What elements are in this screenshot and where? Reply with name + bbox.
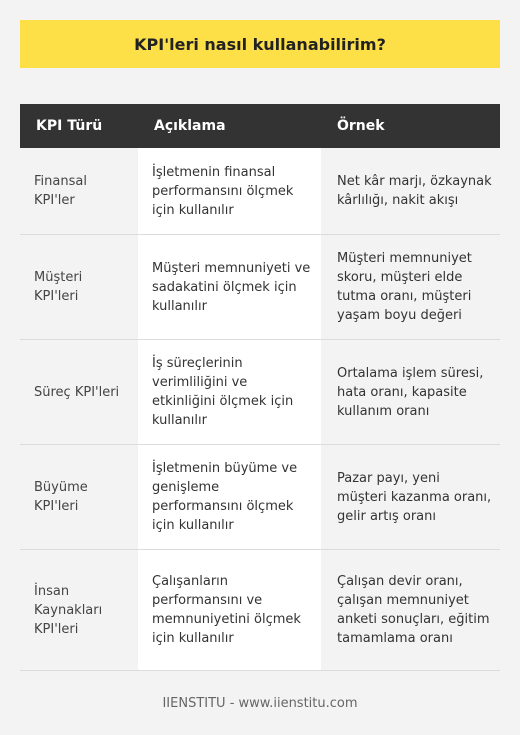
kpi-type-cell: Finansal KPI'ler bbox=[20, 148, 138, 235]
column-header-example: Örnek bbox=[321, 104, 500, 148]
example-cell: Çalışan devir oranı, çalışan memnuniyet anketi sonuçları, eğitim tamamlama oranı bbox=[321, 550, 500, 671]
kpi-type-cell: Büyüme KPI'leri bbox=[20, 445, 138, 550]
description-cell: İşletmenin finansal performansını ölçmek için kullanılır bbox=[138, 148, 321, 235]
example-cell: Müşteri memnuniyet skoru, müşteri elde tutma oranı, müşteri yaşam boyu değeri bbox=[321, 235, 500, 340]
column-header-kpi-type: KPI Türü bbox=[20, 104, 138, 148]
description-cell: İş süreçlerinin verimliliğini ve etkinliğini ölçmek için kullanılır bbox=[138, 340, 321, 445]
example-cell: Net kâr marjı, özkaynak kârlılığı, nakit akışı bbox=[321, 148, 500, 235]
table-row bbox=[20, 445, 500, 550]
description-cell: Müşteri memnuniyeti ve sadakatini ölçmek için kullanılır bbox=[138, 235, 321, 340]
table-header-row bbox=[20, 104, 500, 148]
table-row bbox=[20, 235, 500, 340]
table-row bbox=[20, 148, 500, 235]
table-row bbox=[20, 340, 500, 445]
kpi-table bbox=[20, 104, 500, 671]
table-row bbox=[20, 550, 500, 671]
description-cell: İşletmenin büyüme ve genişleme performansını ölçmek için kullanılır bbox=[138, 445, 321, 550]
column-header-description: Açıklama bbox=[138, 104, 321, 148]
kpi-type-cell: Müşteri KPI'leri bbox=[20, 235, 138, 340]
kpi-type-cell: Süreç KPI'leri bbox=[20, 340, 138, 445]
example-cell: Pazar payı, yeni müşteri kazanma oranı, gelir artış oranı bbox=[321, 445, 500, 550]
description-cell: Çalışanların performansını ve memnuniyetini ölçmek için kullanılır bbox=[138, 550, 321, 671]
page-title: KPI'leri nasıl kullanabilirim? bbox=[20, 20, 500, 68]
footer-credit: IIENSTITU - www.iienstitu.com bbox=[162, 696, 358, 711]
kpi-type-cell: İnsan Kaynakları KPI'leri bbox=[20, 550, 138, 671]
example-cell: Ortalama işlem süresi, hata oranı, kapasite kullanım oranı bbox=[321, 340, 500, 445]
